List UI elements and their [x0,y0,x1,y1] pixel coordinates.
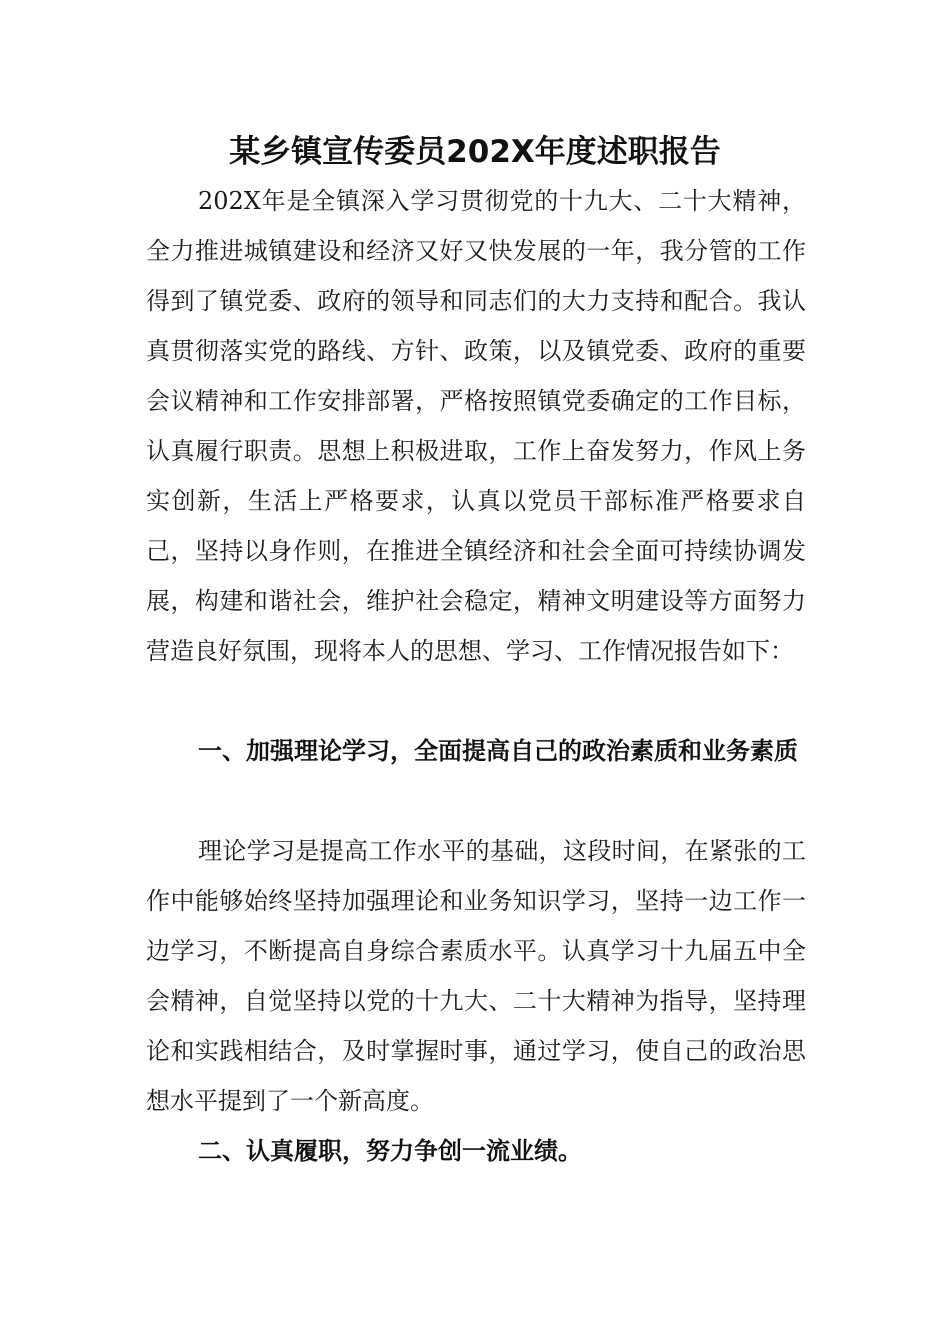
intro-paragraph: 202X年是全镇深入学习贯彻党的十九大、二十大精神，全力推进城镇建设和经济又好又快发展的一年，我分管的工作得到了镇党委、政府的领导和同志们的大力支持和配合。我认真贯彻落实党的路线、方针、政策，以及镇党委、政府的重要会议精神和工作安排部署，严格按照镇党委确定的工作目标，认真履行职责。思想上积极进取，工作上奋发努力，作风上务实创新，生活上严格要求，认真以党员干部标准严格要求自己，坚持以身作则，在推进全镇经济和社会全面可持续协调发展，构建和谐社会，维护社会稳定，精神文明建设等方面努力营造良好氛围，现将本人的思想、学习、工作情况报告如下： [146,187,806,665]
document-title: 某乡镇宣传委员202X年度述职报告 [229,134,721,170]
section-1-paragraph: 理论学习是提高工作水平的基础，这段时间，在紧张的工作中能够始终坚持加强理论和业务知识学习，坚持一边工作一边学习，不断提高自身综合素质水平。认真学习十九届五中全会精神，自觉坚持以党的十九大、二十大精神为指导，坚持理论和实践相结合，及时掌握时事，通过学习，使自己的政治思想水平提到了一个新高度。 [146,837,806,1115]
section-2-heading: 二、认真履职，努力争创一流业绩。 [198,1137,582,1165]
section-1-heading: 一、加强理论学习，全面提高自己的政治素质和业务素质 [198,737,798,765]
